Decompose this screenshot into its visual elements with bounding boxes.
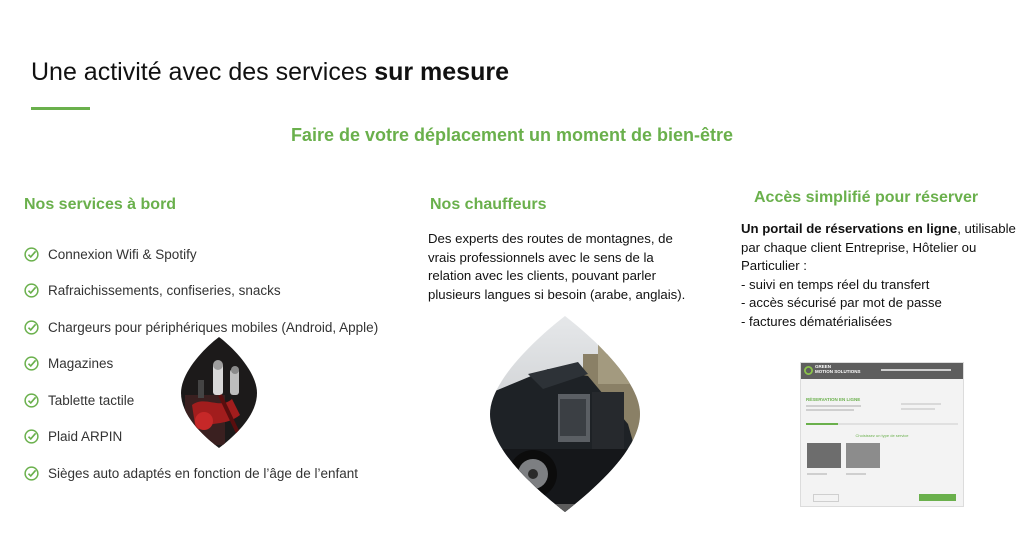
portal-text-line bbox=[806, 405, 861, 407]
portal-logo-line: GREEN bbox=[815, 364, 832, 369]
onboard-charger-photo bbox=[180, 335, 258, 450]
service-label: Tablette tactile bbox=[48, 392, 135, 408]
page-subtitle: Faire de votre déplacement un moment de bien-être bbox=[290, 125, 734, 145]
check-circle-icon bbox=[24, 283, 39, 298]
check-circle-icon bbox=[24, 320, 39, 335]
portal-text-line bbox=[901, 408, 935, 410]
portal-choose-label: Choisissez un type de service bbox=[855, 433, 909, 438]
service-label: Connexion Wifi & Spotify bbox=[48, 246, 197, 262]
portal-text-line bbox=[901, 403, 941, 405]
portal-logo-line: MOTION SOLUTIONS bbox=[815, 369, 861, 374]
portal-text-line bbox=[807, 473, 827, 475]
portal-text-line bbox=[846, 473, 866, 475]
service-label: Magazines bbox=[48, 356, 114, 372]
portal-steps-progress bbox=[806, 423, 838, 425]
booking-portal-screenshot bbox=[800, 362, 964, 507]
title-regular: Une activité avec des services bbox=[31, 58, 375, 86]
services-heading: Nos services à bord bbox=[24, 196, 177, 213]
booking-line: - suivi en temps réel du transfert bbox=[741, 276, 930, 292]
portal-logo-icon bbox=[804, 366, 813, 375]
service-label: Plaid ARPIN bbox=[48, 429, 123, 445]
portal-header bbox=[801, 363, 963, 379]
check-circle-icon bbox=[24, 247, 39, 262]
booking-line: - factures dématérialisées bbox=[741, 313, 892, 329]
portal-section-title: RÉSERVATION EN LIGNE bbox=[806, 397, 861, 402]
check-circle-icon bbox=[24, 356, 39, 371]
portal-back-button bbox=[813, 494, 839, 502]
booking-line: par chaque client Entreprise, Hôtelier ou bbox=[741, 239, 977, 255]
check-circle-icon bbox=[24, 466, 39, 481]
list-item bbox=[24, 273, 378, 310]
drivers-line: Des experts des routes de montagnes, de bbox=[428, 231, 673, 246]
booking-lead-rest: , utilisable bbox=[957, 221, 1016, 236]
booking-line: - accès sécurisé par mot de passe bbox=[741, 295, 942, 310]
drivers-description bbox=[428, 230, 718, 304]
booking-line: Particulier : bbox=[741, 258, 807, 273]
portal-logo-text bbox=[815, 364, 861, 374]
check-circle-icon bbox=[24, 429, 39, 444]
drivers-line: vrais professionnels avec le sens de la bbox=[428, 249, 654, 265]
portal-next-button bbox=[919, 494, 956, 501]
booking-lead-bold: Un portail de réservations en ligne bbox=[741, 221, 958, 236]
list-item bbox=[24, 455, 378, 492]
portal-service-image bbox=[846, 443, 880, 468]
list-item bbox=[24, 236, 378, 273]
drivers-line: relation avec les clients, pouvant parler bbox=[428, 268, 656, 283]
booking-heading: Accès simplifié pour réserver bbox=[754, 189, 979, 206]
drivers-heading: Nos chauffeurs bbox=[430, 196, 547, 213]
booking-lead bbox=[741, 220, 1024, 239]
portal-text-line bbox=[806, 409, 854, 411]
title-underline bbox=[31, 107, 90, 110]
drivers-line: plusieurs langues si besoin (arabe, anglais). bbox=[428, 286, 686, 302]
service-label: Sièges auto adaptés en fonction de l’âge de l’enfant bbox=[48, 465, 358, 481]
portal-service-image bbox=[807, 443, 841, 468]
check-circle-icon bbox=[24, 393, 39, 408]
service-label: Chargeurs pour périphériques mobiles (Android, Apple) bbox=[48, 319, 379, 335]
page-title bbox=[31, 58, 509, 87]
booking-description bbox=[741, 220, 1024, 331]
title-bold: sur mesure bbox=[374, 58, 509, 86]
portal-nav bbox=[881, 369, 951, 371]
chauffeur-car-photo bbox=[488, 314, 642, 514]
service-label: Rafraichissements, confiseries, snacks bbox=[48, 283, 281, 299]
